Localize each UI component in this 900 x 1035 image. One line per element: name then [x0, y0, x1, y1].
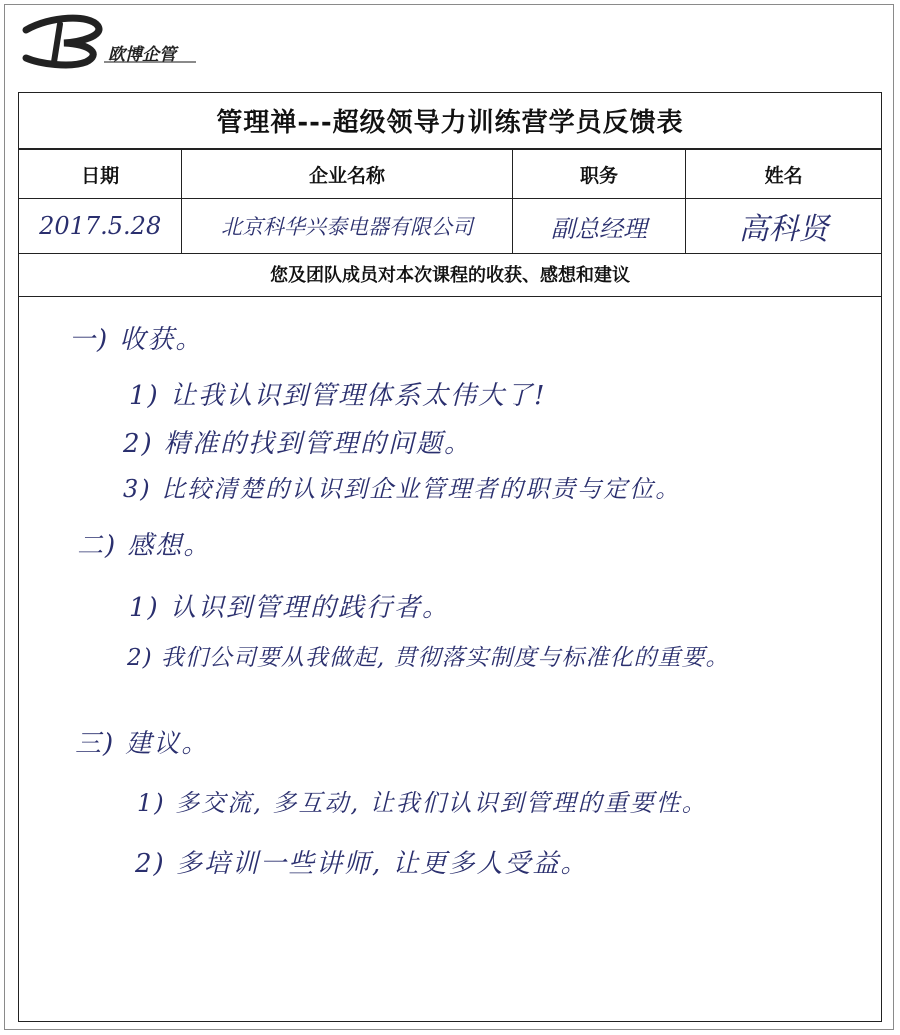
thoughts-item-1: 1) 认识到管理的践行者。	[129, 593, 450, 623]
suggestions-item-1: 1) 多交流, 多互动, 让我们认识到管理的重要性。	[137, 789, 708, 817]
name-value: 高科贤	[738, 212, 829, 247]
gains-item-3: 3) 比较清楚的认识到企业管理者的职责与定位。	[123, 475, 682, 503]
company-value: 北京科华兴泰电器有限公司	[221, 215, 474, 239]
company-logo	[20, 12, 200, 70]
column-header-date: 日期	[19, 150, 182, 199]
form-title: 管理禅---超级领导力训练营学员反馈表	[19, 93, 881, 149]
feedback-prompt: 您及团队成员对本次课程的收获、感想和建议	[19, 251, 881, 297]
info-header-row	[19, 150, 881, 199]
gains-item-2: 2) 精准的找到管理的问题。	[123, 429, 472, 459]
date-value: 2017.5.28	[39, 212, 162, 240]
section-thoughts-heading: 二) 感想。	[77, 531, 212, 561]
suggestions-item-2: 2) 多培训一些讲师, 让更多人受益。	[135, 849, 589, 879]
info-values-row	[19, 199, 881, 254]
feedback-form	[18, 92, 882, 1022]
gains-item-1: 1) 让我认识到管理体系太伟大了!	[129, 381, 547, 411]
section-suggestions-heading: 三) 建议。	[75, 729, 210, 759]
handwritten-feedback	[19, 297, 881, 1017]
position-value: 副总经理	[550, 214, 647, 243]
logo-text: 欧博企管	[108, 45, 176, 65]
column-header-company: 企业名称	[182, 150, 512, 199]
thoughts-item-2: 2) 我们公司要从我做起, 贯彻落实制度与标准化的重要。	[127, 645, 730, 671]
section-gains-heading: 一) 收获。	[69, 325, 204, 355]
name-cell	[686, 199, 881, 254]
company-cell	[182, 199, 512, 254]
column-header-name: 姓名	[686, 150, 881, 199]
column-header-position: 职务	[512, 150, 685, 199]
info-table	[19, 149, 881, 254]
date-cell	[19, 199, 182, 254]
position-cell	[512, 199, 685, 254]
